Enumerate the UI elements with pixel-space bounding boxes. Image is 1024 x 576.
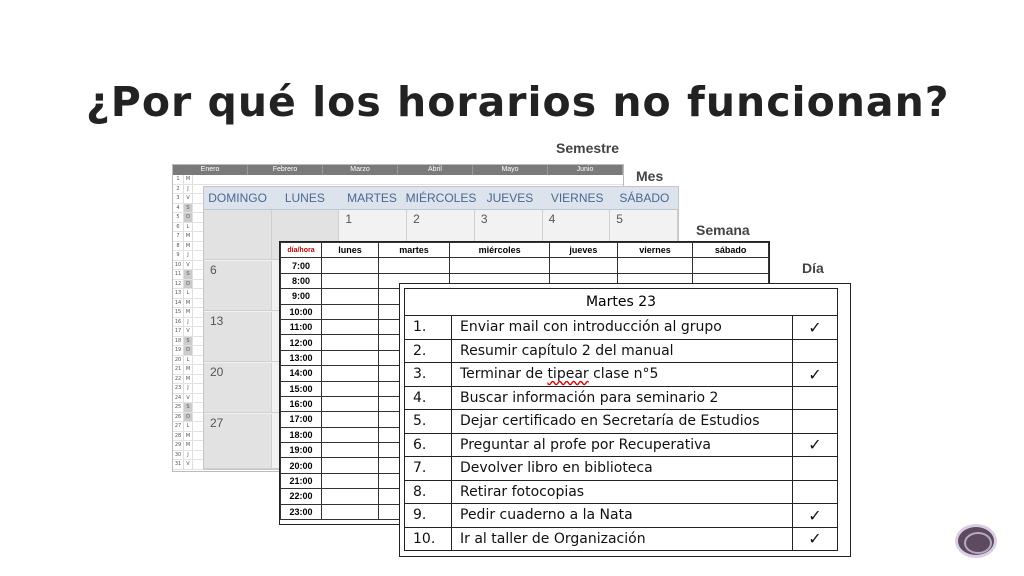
week-day-header: jueves (550, 243, 618, 258)
semester-day-number: 13 (173, 289, 184, 298)
task-number: 4. (405, 386, 452, 410)
week-hour-label: 7:00 (281, 258, 322, 273)
week-day-header: miércoles (450, 243, 550, 258)
month-day-number: 20 (210, 365, 224, 379)
semester-day-letter: J (184, 451, 193, 460)
task-row (405, 433, 838, 457)
semester-day-letter: M (184, 365, 193, 374)
semester-day-letter: S (184, 270, 193, 279)
task-check-icon: ✓ (793, 316, 838, 340)
task-number: 2. (405, 339, 452, 363)
semester-month-header (173, 165, 623, 175)
month-day-header-cell: LUNES (284, 191, 325, 205)
week-slot (322, 335, 379, 350)
week-hour-label: 14:00 (281, 366, 322, 381)
week-slot (322, 427, 379, 442)
task-check-icon (793, 410, 838, 434)
semester-day-letter: J (184, 384, 193, 393)
semester-day-number: 26 (173, 413, 184, 422)
semester-day-number: 29 (173, 441, 184, 450)
semester-month-label: Junio (548, 165, 623, 175)
week-slot (322, 396, 379, 411)
day-todo-list (399, 283, 851, 557)
semester-day-number: 10 (173, 261, 184, 270)
semester-day-letter: V (184, 394, 193, 403)
month-day-header-cell: MARTES (347, 191, 397, 205)
task-number: 10. (405, 527, 452, 551)
task-number: 8. (405, 480, 452, 504)
task-number: 7. (405, 457, 452, 481)
week-hour-label: 9:00 (281, 289, 322, 304)
semester-day-letter: M (184, 175, 193, 184)
semester-day-letter: S (184, 337, 193, 346)
semester-day-number: 25 (173, 403, 184, 412)
semester-month-label: Marzo (323, 165, 398, 175)
month-day-cell (204, 414, 272, 469)
semester-day-letter: V (184, 327, 193, 336)
semester-day-number: 28 (173, 432, 184, 441)
semester-day-letter: M (184, 375, 193, 384)
week-hour-label: 17:00 (281, 412, 322, 427)
month-day-number: 2 (413, 212, 420, 226)
semester-day-letter: M (184, 242, 193, 251)
week-hour-label: 15:00 (281, 381, 322, 396)
week-slot (322, 412, 379, 427)
task-check-icon (793, 457, 838, 481)
week-slot (322, 489, 379, 504)
task-number: 9. (405, 504, 452, 528)
week-day-header: martes (379, 243, 450, 258)
semester-day-number: 19 (173, 346, 184, 355)
week-slot (550, 258, 618, 273)
semester-day-letter: S (184, 204, 193, 213)
semester-month-label: Febrero (248, 165, 323, 175)
week-hour-label: 18:00 (281, 427, 322, 442)
week-slot (617, 258, 693, 273)
task-text: Preguntar al profe por Recuperativa (452, 433, 793, 457)
month-day-number: 3 (480, 212, 488, 226)
semester-day-letter: M (184, 441, 193, 450)
week-hour-label: 10:00 (281, 304, 322, 319)
week-hour-label: 23:00 (281, 504, 322, 519)
semester-day-letter: V (184, 194, 193, 203)
week-hour-label: 20:00 (281, 458, 322, 473)
semester-day-letter: D (184, 280, 193, 289)
semester-day-number: 24 (173, 394, 184, 403)
task-check-icon (793, 480, 838, 504)
week-hour-label: 11:00 (281, 319, 322, 334)
week-slot (322, 350, 379, 365)
semester-day-number: 9 (173, 251, 184, 260)
task-text: Devolver libro en biblioteca (452, 457, 793, 481)
month-day-number: 13 (210, 314, 224, 328)
month-day-cell (204, 312, 272, 362)
week-slot (450, 258, 550, 273)
semester-day-number: 6 (173, 223, 184, 232)
task-row (405, 339, 838, 363)
semester-day-number: 27 (173, 422, 184, 431)
semester-day-letter: V (184, 261, 193, 270)
task-number: 1. (405, 316, 452, 340)
task-text: Ir al taller de Organización (452, 527, 793, 551)
semester-day-number: 11 (173, 270, 184, 279)
month-day-header-cell: MIÉRCOLES (405, 191, 477, 205)
semester-day-number: 30 (173, 451, 184, 460)
semester-day-letter: M (184, 299, 193, 308)
semester-month-label: Abril (398, 165, 473, 175)
task-row (405, 410, 838, 434)
semester-month-label: Mayo (473, 165, 548, 175)
week-slot (322, 289, 379, 304)
week-day-header: viernes (617, 243, 693, 258)
task-text: Buscar información para seminario 2 (452, 386, 793, 410)
month-day-header-cell: JUEVES (486, 191, 534, 205)
semester-day-number: 17 (173, 327, 184, 336)
week-slot (322, 366, 379, 381)
semester-day-letter: J (184, 251, 193, 260)
semester-day-letter: V (184, 460, 193, 469)
task-row (405, 386, 838, 410)
task-number: 6. (405, 433, 452, 457)
semester-day-letter: M (184, 232, 193, 241)
week-hour-row (281, 258, 769, 273)
task-row (405, 527, 838, 551)
task-check-icon (793, 386, 838, 410)
semester-day-letter: D (184, 213, 193, 222)
week-slot (322, 504, 379, 519)
semester-day-number: 2 (173, 185, 184, 194)
task-row (405, 504, 838, 528)
semester-day-number: 21 (173, 365, 184, 374)
semester-day-letter: D (184, 413, 193, 422)
week-slot (322, 319, 379, 334)
logo-emblem-icon (955, 524, 997, 558)
task-check-icon: ✓ (793, 527, 838, 551)
semester-day-letter: M (184, 308, 193, 317)
week-slot (322, 381, 379, 396)
month-day-number: 1 (345, 212, 353, 226)
month-day-cell (204, 261, 272, 311)
task-text: Terminar de tipear clase n°5 (452, 363, 793, 387)
task-text: Dejar certificado en Secretaría de Estudios (452, 410, 793, 434)
task-row (405, 457, 838, 481)
semester-day-number: 1 (173, 175, 184, 184)
semester-day-letter: M (184, 432, 193, 441)
task-text: Retirar fotocopias (452, 480, 793, 504)
label-semestre: Semestre (556, 140, 620, 156)
week-day-header: lunes (322, 243, 379, 258)
semester-day-number: 7 (173, 232, 184, 241)
task-row (405, 363, 838, 387)
label-mes: Mes (636, 168, 664, 184)
semester-day-number: 22 (173, 375, 184, 384)
week-hour-label: 8:00 (281, 273, 322, 288)
week-hour-label: 19:00 (281, 443, 322, 458)
slide-title: ¿Por qué los horarios no funcionan? (86, 78, 950, 126)
task-number: 5. (405, 410, 452, 434)
semester-day-number: 8 (173, 242, 184, 251)
task-text: Pedir cuaderno a la Nata (452, 504, 793, 528)
month-day-header-cell: DOMINGO (208, 191, 267, 205)
week-slot (322, 443, 379, 458)
semester-day-letter: J (184, 318, 193, 327)
week-hour-label: 22:00 (281, 489, 322, 504)
month-day-number: 6 (210, 263, 217, 277)
task-check-icon: ✓ (793, 363, 838, 387)
semester-day-number: 4 (173, 204, 184, 213)
semester-month-label: Enero (173, 165, 248, 175)
month-day-header-cell: SÁBADO (619, 191, 670, 205)
task-text: Enviar mail con introducción al grupo (452, 316, 793, 340)
task-check-icon (793, 339, 838, 363)
task-text: Resumir capítulo 2 del manual (452, 339, 793, 363)
label-semana: Semana (696, 222, 750, 238)
day-title: Martes 23 (405, 289, 838, 316)
semester-day-number: 12 (173, 280, 184, 289)
task-number: 3. (405, 363, 452, 387)
semester-day-number: 18 (173, 337, 184, 346)
semester-day-number: 3 (173, 194, 184, 203)
semester-day-number: 20 (173, 356, 184, 365)
semester-day-letter: J (184, 185, 193, 194)
week-corner-header: día/hora (281, 243, 322, 258)
month-day-cell (204, 210, 272, 260)
semester-day-number: 5 (173, 213, 184, 222)
week-slot (322, 304, 379, 319)
semester-day-number: 15 (173, 308, 184, 317)
week-slot (322, 273, 379, 288)
semester-day-number: 23 (173, 384, 184, 393)
week-hour-label: 12:00 (281, 335, 322, 350)
month-day-header (204, 187, 678, 210)
week-hour-label: 16:00 (281, 396, 322, 411)
week-slot (693, 258, 769, 273)
semester-day-letter: L (184, 356, 193, 365)
month-day-number: 5 (616, 212, 623, 226)
week-hour-label: 21:00 (281, 473, 322, 488)
task-row (405, 316, 838, 340)
semester-day-number: 14 (173, 299, 184, 308)
week-slot (379, 258, 450, 273)
semester-day-row (173, 175, 623, 185)
week-slot (322, 258, 379, 273)
semester-day-letter: S (184, 403, 193, 412)
semester-day-letter: L (184, 289, 193, 298)
week-slot (322, 473, 379, 488)
semester-day-letter: D (184, 346, 193, 355)
week-hour-label: 13:00 (281, 350, 322, 365)
label-dia: Día (802, 260, 824, 276)
month-day-header-cell: VIERNES (550, 191, 604, 205)
semester-day-letter: L (184, 223, 193, 232)
month-day-number: 27 (210, 416, 224, 430)
semester-day-number: 31 (173, 460, 184, 469)
month-day-cell (204, 363, 272, 413)
semester-day-number: 16 (173, 318, 184, 327)
task-check-icon: ✓ (793, 433, 838, 457)
semester-day-letter: L (184, 422, 193, 431)
week-day-header: sábado (693, 243, 769, 258)
task-check-icon: ✓ (793, 504, 838, 528)
week-slot (322, 458, 379, 473)
task-row (405, 480, 838, 504)
month-day-number: 4 (548, 212, 556, 226)
